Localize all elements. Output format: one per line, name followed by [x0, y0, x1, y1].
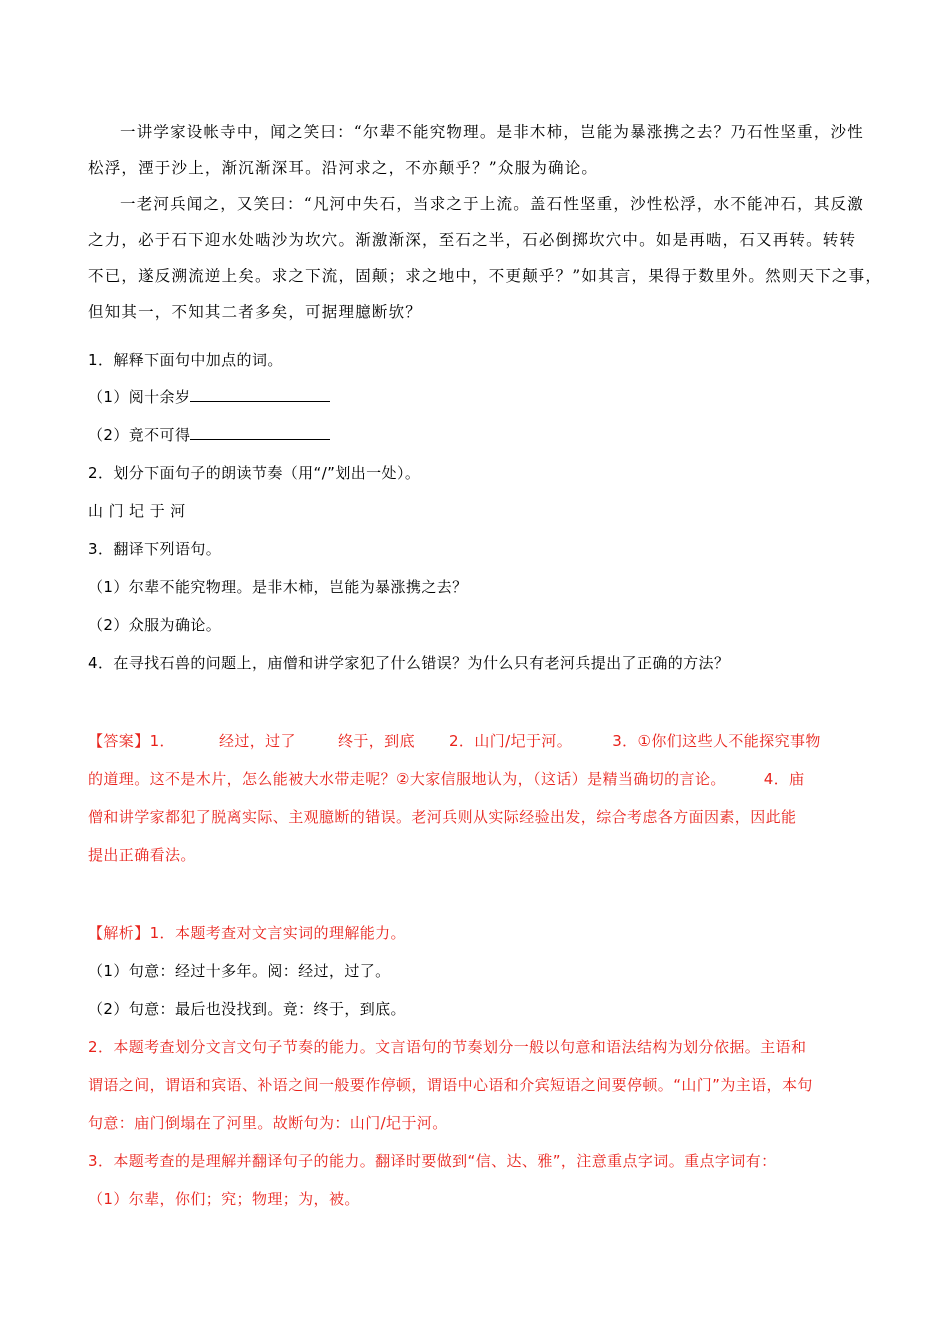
question-4: 4．在寻找石兽的问题上，庙僧和讲学家犯了什么错误？为什么只有老河兵提出了正确的方法？ — [88, 654, 730, 672]
question-3: 3．翻译下列语句。 — [88, 540, 222, 558]
answer-blank-1[interactable] — [190, 387, 330, 402]
question-3-item-2: （2）众服为确论。 — [88, 616, 222, 634]
passage-p3-line1: 一老河兵闻之，又笑曰：“凡河中失石，当求之于上流。盖石性坚重，沙性松浮，水不能冲石，其反激 — [120, 195, 864, 213]
answer-label: 【答案】 — [88, 732, 150, 750]
answer-line-4: 提出正确看法。 — [88, 846, 196, 864]
answer-4-start: 4．庙 — [763, 770, 805, 788]
analysis-line-4: 2．本题考查划分文言文句子节奏的能力。文言语句的节奏划分一般以句意和语法结构为划分依据。主语和 — [88, 1038, 807, 1056]
analysis-line-2: （1）句意：经过十多年。阅：经过，过了。 — [88, 962, 391, 980]
passage-p2-line2: 松浮，湮于沙上，渐沉渐深耳。沿河求之，不亦颠乎？”众服为确论。 — [88, 159, 599, 177]
passage-p2-line1: 一讲学家设帐寺中，闻之笑曰：“尔辈不能究物理。是非木柿，岂能为暴涨携之去？乃石性坚重，沙性 — [120, 123, 864, 141]
analysis-line-6: 句意：庙门倒塌在了河里。故断句为：山门/圮于河。 — [88, 1114, 448, 1132]
passage-p3-line4: 但知其一，不知其二者多矣，可据理臆断欤？ — [88, 303, 423, 321]
answer-line-1 — [88, 731, 868, 751]
answer-2: 2．山门/圮于河。 — [448, 732, 573, 750]
answer-line-3: 僧和讲学家都犯了脱离实际、主观臆断的错误。老河兵则从实际经验出发，综合考虑各方面因素，因此能 — [88, 808, 797, 826]
passage-p3-line3: 不已，遂反溯流逆上矣。求之下流，固颠；求之地中，不更颠乎？”如其言，果得于数里外。然则天下之事， — [88, 267, 883, 285]
answer-blank-2[interactable] — [190, 425, 330, 440]
answer-3-start: 3．①你们这些人不能探究事物 — [612, 732, 821, 750]
question-2: 2．划分下面句子的朗读节奏（用“/”划出一处）。 — [88, 464, 421, 482]
question-1: 1．解释下面句中加点的词。 — [88, 351, 283, 369]
analysis-line-3: （2）句意：最后也没找到。竟：终于，到底。 — [88, 1000, 406, 1018]
question-1-item-1-text: （1）阅十余岁 — [88, 388, 191, 406]
question-1-item-2 — [88, 425, 868, 445]
answer-1-1: 经过，过了 — [218, 732, 296, 750]
analysis-line-8: （1）尔辈，你们；究；物理；为，被。 — [88, 1190, 360, 1208]
question-1-item-1 — [88, 387, 868, 407]
analysis-line-1 — [88, 923, 868, 943]
answer-1-num: 1． — [149, 732, 175, 750]
analysis-line-5: 谓语之间，谓语和宾语、补语之间一般要作停顿，谓语中心语和介宾短语之间要停顿。“山门”为主语，本句 — [88, 1076, 813, 1094]
question-1-item-2-text: （2）竟不可得 — [88, 426, 191, 444]
analysis-label: 【解析】 — [88, 924, 150, 942]
question-2-sentence: 山 门 圮 于 河 — [88, 502, 186, 520]
analysis-1-text: 1．本题考查对文言实词的理解能力。 — [149, 924, 406, 942]
answer-line-2 — [88, 769, 868, 789]
analysis-line-7: 3．本题考查的是理解并翻译句子的能力。翻译时要做到“信、达、雅”，注意重点字词。重点字词有： — [88, 1152, 777, 1170]
passage-p3-line2: 之力，必于石下迎水处啮沙为坎穴。渐激渐深，至石之半，石必倒掷坎穴中。如是再啮，石又再转。转转 — [88, 231, 857, 249]
answer-1-2: 终于，到底 — [337, 732, 415, 750]
question-3-item-1: （1）尔辈不能究物理。是非木柿，岂能为暴涨携之去？ — [88, 578, 468, 596]
answer-3-cont: 的道理。这不是木片，怎么能被大水带走呢？②大家信服地认为，（这话）是精当确切的言论。 — [88, 770, 726, 788]
